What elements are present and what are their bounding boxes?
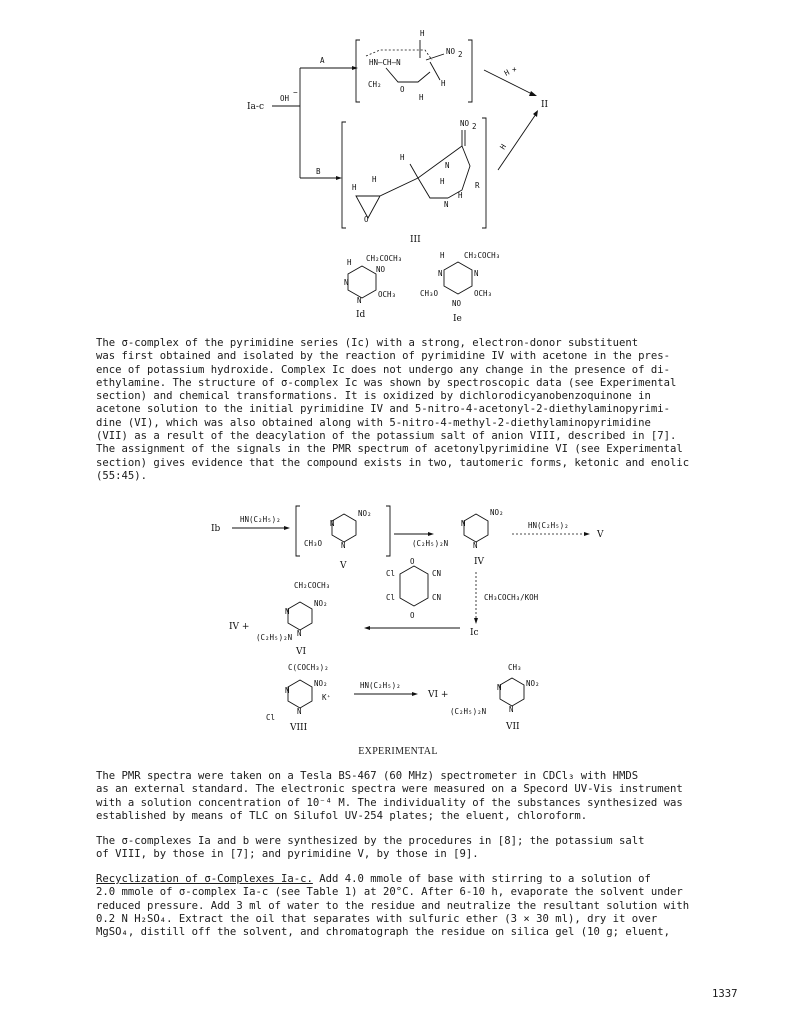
label-viii: VIII [290, 723, 308, 733]
label-vi: VI [296, 647, 307, 657]
svg-text:NO₂: NO₂ [358, 509, 372, 518]
paragraph-recyclization [96, 873, 750, 939]
svg-text:OCH₃: OCH₃ [378, 290, 397, 299]
svg-text:N: N [473, 541, 478, 550]
label-path-a: A [320, 56, 325, 65]
svg-text:H: H [372, 175, 377, 184]
svg-text:O: O [410, 611, 415, 620]
label-ib: Ib [211, 524, 221, 534]
label-oh: OH [280, 94, 290, 103]
svg-text:CH₃COCH₃/KOH: CH₃COCH₃/KOH [484, 593, 539, 602]
svg-text:H: H [440, 251, 445, 260]
svg-text:CH₃O: CH₃O [304, 539, 323, 548]
paragraph-sigma-complex: The σ-complex of the pyrimidine series (Ic) with a strong, electron-donor substituent was first obtained and isolated by the reaction of pyrimidine IV with acetone in the pres- ence of potassium hydroxide. Complex Ic does not undergo any change in the presence of di- ethylamine. The structure of σ-complex Ic was shown by spectroscopic data (see Experimental section) and chemical transformations. It is oxidized by dichlorodicyanobenzoquinone in acetone solution to the initial pyrimidine IV and 5-nitro-4-acetonyl-2-diethylaminopyrimi- dine (VI), which was also obtained along with 5-nitro-4-methyl-2-diethylaminopyrimidine (VII) as a result of the deacylation of the potassium salt of anion VIII, described in [7]. The assignment of the signals in the PMR spectrum of acetonylpyrimidine VI (see Experimental section) gives evidence that the compound exists in two, tautomeric forms, ketonic and enolic (55:45). [96, 337, 690, 482]
label-ie: Ie [453, 314, 462, 324]
page-number: 1337 [712, 988, 738, 1000]
svg-text:NO₂: NO₂ [526, 679, 540, 688]
svg-text:HN(C₂H₅)₂: HN(C₂H₅)₂ [240, 515, 281, 524]
label-path-b: B [316, 167, 321, 176]
svg-text:NO: NO [452, 299, 462, 308]
label-h-plus-b: H [498, 142, 509, 152]
svg-text:CH₂COCH₃: CH₂COCH₃ [464, 251, 501, 260]
svg-text:N: N [438, 269, 443, 278]
label-iii: III [410, 235, 421, 245]
svg-text:H: H [440, 177, 445, 186]
label-iv-plus: IV + [229, 622, 250, 632]
scheme-2-drawing [0, 500, 796, 736]
svg-text:N: N [285, 686, 290, 695]
label-vii: VII [506, 722, 520, 732]
recyclization-body: Add 4.0 mmole of base with stirring to a solution of 2.0 mmole of σ-complex Ia-c (see Table 1) at 20°C. After 6-10 h, evaporate the solvent under reduced pressure. Add 3 ml of water to the residue and neutralize the resultant solution with 0.2 N H₂SO₄. Extract the oil that separates with sulfuric ether (3 × 30 ml), dry it over MgSO₄, distill off the solvent, and chromatograph the residue on silica gel (10 g; eluent, [96, 873, 690, 939]
svg-text:R: R [475, 181, 480, 190]
svg-text:N: N [509, 705, 514, 714]
svg-text:+: + [512, 65, 517, 74]
svg-text:N: N [330, 519, 335, 528]
svg-text:H: H [352, 183, 357, 192]
svg-text:N: N [497, 683, 502, 692]
svg-text:CN: CN [432, 569, 442, 578]
scheme-1-drawing [0, 0, 796, 330]
svg-text:(C₂H₅)₂N: (C₂H₅)₂N [256, 633, 293, 642]
svg-text:NO₂: NO₂ [314, 599, 328, 608]
svg-text:N: N [285, 607, 290, 616]
svg-text:H: H [420, 29, 425, 38]
section-heading-experimental: EXPERIMENTAL [358, 746, 438, 757]
svg-text:CH₂COCH₃: CH₂COCH₃ [294, 581, 331, 590]
recyclization-title: Recyclization of σ-Complexes Ia-c. [96, 873, 313, 885]
scheme-2 [0, 500, 796, 736]
svg-text:(C₂H₅)₂N: (C₂H₅)₂N [412, 539, 449, 548]
svg-text:CH₃: CH₃ [508, 663, 522, 672]
svg-text:O: O [400, 85, 405, 94]
label-iv: IV [474, 557, 485, 567]
svg-text:N: N [297, 707, 302, 716]
svg-text:C(COCH₃)₂: C(COCH₃)₂ [288, 663, 329, 672]
svg-text:−: − [293, 88, 298, 97]
svg-text:K⁺: K⁺ [322, 693, 332, 702]
svg-text:N: N [297, 629, 302, 638]
svg-text:N: N [461, 519, 466, 528]
label-v-2: V [597, 530, 604, 540]
svg-text:2: 2 [458, 50, 463, 59]
svg-text:H: H [441, 79, 446, 88]
svg-text:NO: NO [376, 265, 386, 274]
scheme-1 [0, 0, 796, 330]
svg-text:O: O [410, 557, 415, 566]
svg-text:Cl: Cl [386, 569, 396, 578]
svg-text:H: H [347, 258, 352, 267]
paragraph-synthesis-refs: The σ-complexes Ia and b were synthesized by the procedures in [8]; the potassium salt of VIII, by those in [7]; and pyrimidine V, by those in [9]. [96, 835, 645, 861]
svg-text:N: N [444, 200, 449, 209]
label-ic: Ic [470, 628, 479, 638]
svg-text:NO: NO [446, 47, 456, 56]
svg-text:O: O [364, 215, 369, 224]
svg-text:N: N [341, 541, 346, 550]
svg-text:CH₂COCH₃: CH₂COCH₃ [366, 254, 403, 263]
label-id: Id [356, 310, 366, 320]
label-h-plus-a: H [502, 67, 511, 78]
svg-text:N: N [445, 161, 450, 170]
svg-text:NO₂: NO₂ [490, 508, 504, 517]
label-vi-plus: VI + [428, 690, 449, 700]
label-ia-c: Ia-c [247, 102, 265, 112]
svg-text:NO: NO [460, 119, 470, 128]
svg-text:CN: CN [432, 593, 442, 602]
svg-text:N: N [357, 296, 362, 305]
svg-text:H: H [400, 153, 405, 162]
svg-text:Cl: Cl [266, 713, 276, 722]
label-ii: II [541, 100, 549, 110]
group-hn-ch-n: HN—CH—N [369, 58, 401, 67]
svg-text:OCH₃: OCH₃ [474, 289, 493, 298]
svg-text:N: N [474, 269, 479, 278]
svg-text:2: 2 [472, 122, 477, 131]
svg-text:HN(C₂H₅)₂: HN(C₂H₅)₂ [360, 681, 401, 690]
svg-text:N: N [344, 278, 349, 287]
svg-text:H: H [419, 93, 424, 102]
label-v: V [340, 561, 347, 571]
svg-text:H: H [458, 191, 463, 200]
svg-text:NO₂: NO₂ [314, 679, 328, 688]
svg-text:Cl: Cl [386, 593, 396, 602]
svg-text:CH₃O: CH₃O [420, 289, 439, 298]
paragraph-instruments: The PMR spectra were taken on a Tesla BS-467 (60 MHz) spectrometer in CDCl₃ with HMDS as an external standard. The electronic spectra were measured on a Specord UV-Vis instrument with a solution concentration of 10⁻⁴ M. The individuality of the substances synthesized was established by means of TLC on Silufol UV-254 plates; the eluent, chloroform. [96, 770, 683, 822]
svg-text:CH₂: CH₂ [368, 80, 382, 89]
svg-text:(C₂H₅)₂N: (C₂H₅)₂N [450, 707, 487, 716]
svg-text:HN(C₂H₅)₂: HN(C₂H₅)₂ [528, 521, 569, 530]
